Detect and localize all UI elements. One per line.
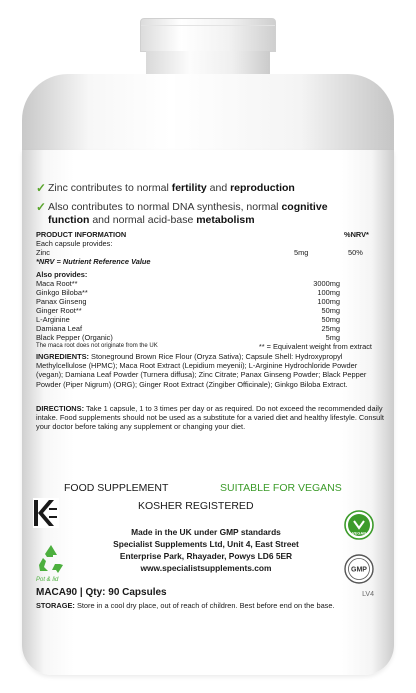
recycle-icon [34, 543, 68, 575]
suitable-for-vegans: SUITABLE FOR VEGANS [220, 482, 342, 494]
vegan-badge-icon [344, 510, 374, 540]
zinc-name: Zinc [36, 248, 50, 257]
ingredient-name: Panax Ginseng [36, 297, 87, 306]
directions-paragraph: DIRECTIONS: Take 1 capsule, 1 to 3 times per day or as required. Do not exceed the recommended daily intake. Food supplements should not be used as a substitute for a varied diet and healthy lifestyle. Consult your doctor before taking any supplement or changing your diet. [36, 404, 384, 432]
product-code: MACA90 | Qty: 90 Capsules [36, 587, 167, 598]
zinc-nrv: 50% [348, 248, 363, 257]
ingredient-amount: 5mg [325, 333, 340, 342]
ingredient-amount: 3000mg [313, 279, 340, 288]
vegan-badge-text: VEGAN [351, 530, 367, 536]
maker-line3: Enterprise Park, Rhayader, Powys LD6 5ER [119, 551, 293, 561]
ingredient-name: L-Arginine [36, 315, 70, 324]
check-icon: ✓ [36, 181, 47, 195]
ingredient-name: Maca Root** [36, 279, 78, 288]
check-icon: ✓ [36, 200, 47, 214]
ingredient-amount: 100mg [317, 297, 340, 306]
equiv-note: ** = Equivalent weight from extract [258, 342, 372, 351]
origin-note: The maca root does not originate from the UK [36, 343, 158, 349]
ingredient-amount: 50mg [321, 306, 340, 315]
ingredients-paragraph: INGREDIENTS: Stoneground Brown Rice Flour (Oryza Sativa); Capsule Shell: Hydroxypropyl Methylcellulose (HPMC); Maca Root Extract (Lepidium meyenii); L-Arginine Hydrochloride Powder (vegan); Damiana Leaf Powder (Turnera diffusa); Zinc Citrate; Panax Ginseng Powder; Black Pepper Powder (Piper Nigrum) (ORG); Ginger Root Extract (Zingiber Officinale); Ginkgo Biloba Extract. [36, 352, 367, 389]
ingredient-name: Damiana Leaf [36, 324, 83, 333]
label-version: LV4 [362, 591, 374, 598]
bottle-cap [140, 18, 276, 52]
food-supplement: FOOD SUPPLEMENT [64, 482, 169, 494]
nrv-header: %NRV* [344, 230, 369, 239]
capsule-provides: Each capsule provides: [36, 239, 113, 248]
kosher-registered: KOSHER REGISTERED [138, 500, 254, 512]
product-label [26, 168, 390, 658]
ingredient-amount: 25mg [321, 324, 340, 333]
ingredient-amount: 50mg [321, 315, 340, 324]
ingredient-amount: 100mg [317, 288, 340, 297]
claim-fertility: ✓ Zinc contributes to normal fertility and reproduction [36, 181, 295, 195]
ingredient-name: Ginger Root** [36, 306, 82, 315]
product-info-heading: PRODUCT INFORMATION [36, 230, 127, 239]
ingredient-name: Black Pepper (Organic) [36, 333, 113, 342]
gmp-badge-icon [344, 554, 374, 584]
brand-k-logo-icon [33, 498, 59, 528]
maker-line1: Made in the UK under GMP standards [131, 527, 281, 537]
also-provides: Also provides: [36, 270, 88, 279]
zinc-amount: 5mg [294, 248, 309, 257]
recycle-caption: Pot & lid [36, 577, 59, 583]
maker-line2: Specialist Supplements Ltd, Unit 4, East Street [113, 539, 299, 549]
nrv-note: *NRV = Nutrient Reference Value [36, 257, 151, 266]
claim-dna: ✓ Also contributes to normal DNA synthesis, normal cognitive function and normal acid-base metabolism [36, 200, 328, 226]
gmp-badge-text: GMP [351, 566, 367, 574]
storage-line: STORAGE: Store in a cool dry place, out of reach of children. Best before end on the base. [36, 601, 335, 610]
ingredient-name: Ginkgo Biloba** [36, 288, 88, 297]
maker-url: www.specialistsupplements.com [140, 563, 272, 573]
